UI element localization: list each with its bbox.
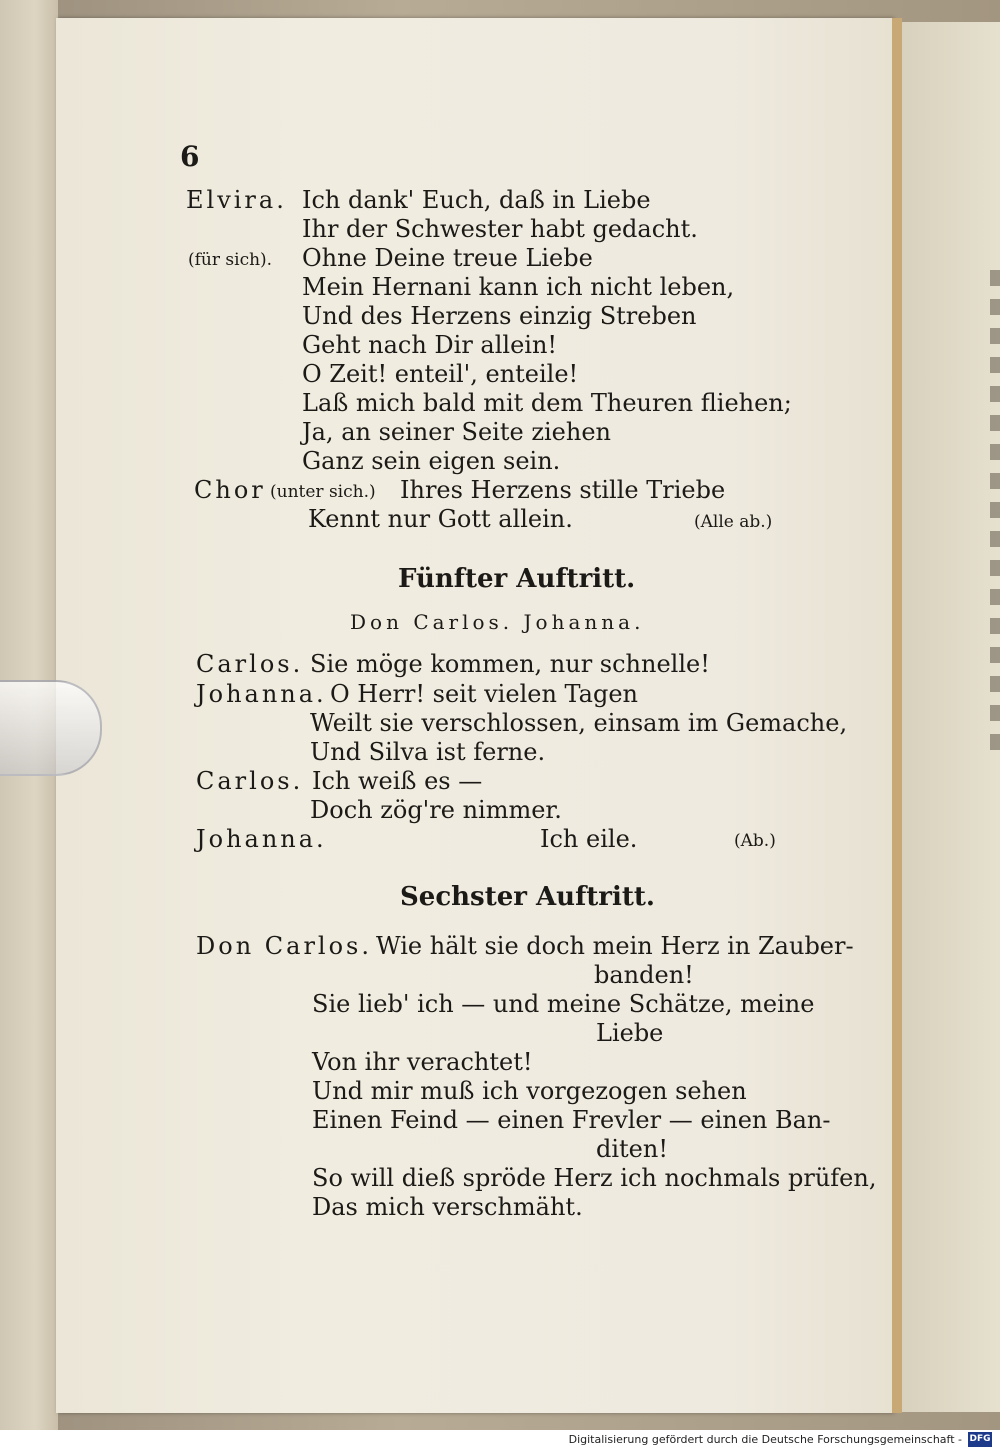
speaker-chor: Chor <box>194 476 266 504</box>
verse-line: So will dieß spröde Herz ich nochmals prüfen, <box>312 1164 877 1192</box>
verse-line: Wie hält sie doch mein Herz in Zauber- <box>376 932 854 960</box>
stage-direction-exit: (Alle ab.) <box>694 512 773 532</box>
verse-line: Laß mich bald mit dem Theuren fliehen; <box>302 389 792 417</box>
stage-direction-exit: (Ab.) <box>734 831 776 851</box>
verse-line: Mein Hernani kann ich nicht leben, <box>302 273 735 301</box>
verse-line: Ohne Deine treue Liebe <box>302 244 593 272</box>
verse-line: diten! <box>596 1135 668 1163</box>
scene-heading: Fünfter Auftritt. <box>398 564 636 594</box>
footer-credit: Digitalisierung gefördert durch die Deutsche Forschungsgemeinschaft - <box>568 1433 962 1446</box>
verse-line: O Zeit! enteil', enteile! <box>302 360 579 388</box>
verse-line: Doch zög're nimmer. <box>310 796 562 824</box>
verse-line: Ich dank' Euch, daß in Liebe <box>302 186 651 214</box>
verse-line: Und des Herzens einzig Streben <box>302 302 697 330</box>
verse-line: Sie lieb' ich — und meine Schätze, meine <box>312 990 815 1018</box>
verse-line: Ihr der Schwester habt gedacht. <box>302 215 698 243</box>
scene-persons: Don Carlos. Johanna. <box>350 610 645 634</box>
verse-line: Ganz sein eigen sein. <box>302 447 561 475</box>
speaker-johanna: Johanna. <box>196 825 327 853</box>
verse-line: Weilt sie verschlossen, einsam im Gemache, <box>310 709 848 737</box>
next-page-text-marks <box>990 270 1000 750</box>
verse-line: Ich weiß es — <box>312 767 483 795</box>
verse-line: Und mir muß ich vorgezogen sehen <box>312 1077 747 1105</box>
scene-heading: Sechster Auftritt. <box>400 882 655 912</box>
page-number: 6 <box>180 140 200 173</box>
speaker-johanna: Johanna. <box>196 680 327 708</box>
verse-line: Ihres Herzens stille Triebe <box>400 476 726 504</box>
stage-direction-aside: (unter sich.) <box>270 482 376 502</box>
paper-clip <box>0 680 102 776</box>
verse-line: Das mich verschmäht. <box>312 1193 583 1221</box>
speaker-elvira: Elvira. <box>186 186 287 214</box>
verse-line: O Herr! seit vielen Tagen <box>330 680 639 708</box>
speaker-don-carlos: Don Carlos. <box>196 932 372 960</box>
verse-line: Von ihr verachtet! <box>312 1048 533 1076</box>
verse-line: Ja, an seiner Seite ziehen <box>302 418 611 446</box>
verse-line: Ich eile. <box>540 825 638 853</box>
speaker-carlos: Carlos. <box>196 767 304 795</box>
speaker-carlos: Carlos. <box>196 650 304 678</box>
verse-line: Einen Feind — einen Frevler — einen Ban- <box>312 1106 831 1134</box>
next-page-sliver <box>902 22 1000 1412</box>
verse-line: Geht nach Dir allein! <box>302 331 558 359</box>
dfg-logo: DFG <box>968 1432 992 1447</box>
page-gutter <box>892 18 902 1413</box>
verse-line: banden! <box>594 961 694 989</box>
verse-line: Sie möge kommen, nur schnelle! <box>310 650 710 678</box>
verse-line: Und Silva ist ferne. <box>310 738 546 766</box>
verse-line: Liebe <box>596 1019 664 1047</box>
stage-direction-aside: (für sich). <box>188 250 273 270</box>
verse-line: Kennt nur Gott allein. <box>308 505 573 533</box>
